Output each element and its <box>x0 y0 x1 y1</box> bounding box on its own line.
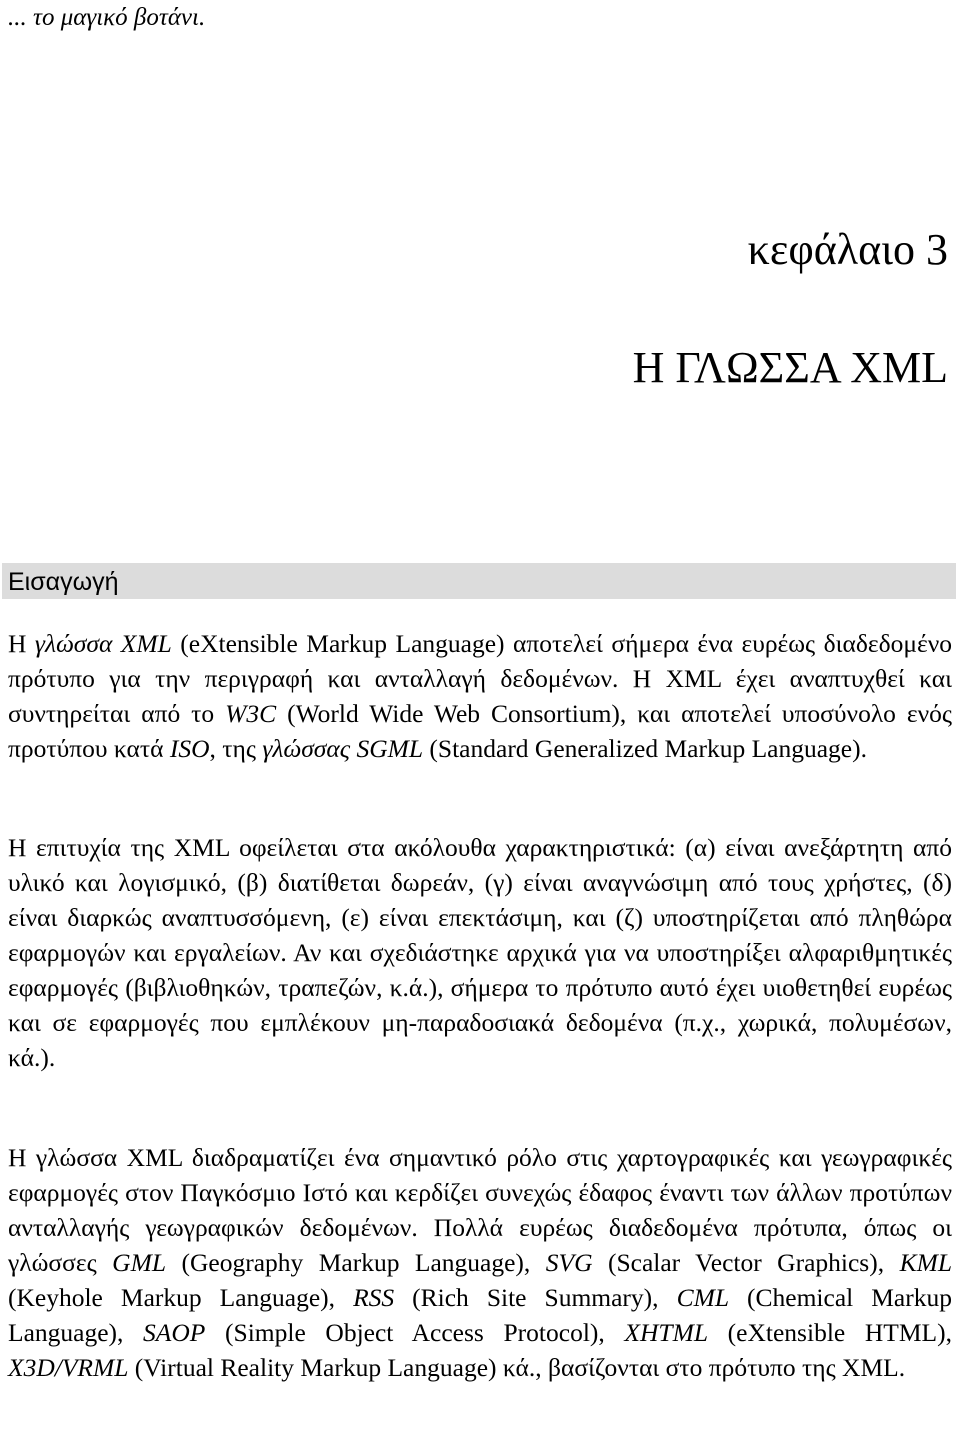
chapter-number: κεφάλαιο 3 <box>747 225 948 274</box>
italic-term: X3D/VRML <box>8 1353 129 1382</box>
paragraph-characteristics: Η επιτυχία της XML οφείλεται στα ακόλουθα χαρακτηριστικά: (α) είναι ανεξάρτητη από υλικό και λογισμικό, (β) διατίθεται δωρεάν, (γ) είναι αναγνώσιμη από τους χρήστες, (δ) είναι διαρκώς αναπτυσσόμενη, (ε) είναι επεκτάσιμη, και (ζ) υποστηρίζεται από πληθώρα εφαρμογών και εργαλείων. Αν και σχεδιάστηκε αρχικά για να υποστηρίξει αλφαριθμητικές εφαρμογές (βιβλιοθηκών, τραπεζών, κ.ά.), σήμερα το πρότυπο αυτό έχει υιοθετηθεί ευρέως και σε εφαρμογές που εμπλέκουν μη-παραδοσιακά δεδομένα (π.χ., χωρικά, πολυμέσων, κά.). <box>8 833 952 1072</box>
italic-term: KML <box>899 1248 952 1277</box>
text-run: (Chemical Markup Language), <box>8 1283 952 1347</box>
text-run: (Rich Site Summary), <box>394 1283 677 1312</box>
italic-term: RSS <box>353 1283 395 1312</box>
text-run: Η γλώσσα XML διαδραματίζει ένα σημαντικό ρόλο στις χαρτογραφικές και γεωγραφικές εφαρμογές στον Παγκόσμιο Ιστό και κερδίζει συνεχώς έδαφος έναντι των άλλων προτύπων ανταλλαγής γεωγραφικών δεδομένων. Πολλά ευρέως διαδεδομένα πρότυπα, όπως οι γλώσσες <box>8 1143 952 1277</box>
chapter-title: Η ΓΛΩΣΣΑ XML <box>632 343 948 392</box>
text-run: (Simple Object Access Protocol), <box>205 1318 625 1347</box>
italic-term: ISO <box>169 734 210 763</box>
section-heading-bar <box>2 563 956 599</box>
italic-term: CML <box>676 1283 729 1312</box>
text-run: Η <box>8 629 35 658</box>
text-run: (Standard Generalized Markup Language). <box>423 734 867 763</box>
section-title: Εισαγωγή <box>8 568 119 596</box>
text-run: (eXtensible HTML), <box>708 1318 952 1347</box>
italic-term: SVG <box>545 1248 593 1277</box>
text-run: (eXtensible Markup Language) αποτελεί σήμερα ένα ευρέως διαδεδομένο πρότυπο για την περιγραφή και ανταλλαγή δεδομένων. Η XML έχει αναπτυχθεί και συντηρείται από το <box>8 629 952 728</box>
text-run: , της <box>209 734 263 763</box>
paragraph-introduction <box>8 626 952 766</box>
italic-term: W3C <box>225 699 277 728</box>
italic-term: SAOP <box>143 1318 206 1347</box>
italic-term: γλώσσα XML <box>34 629 172 658</box>
text-run: (Keyhole Markup Language), <box>8 1283 354 1312</box>
italic-term: XHTML <box>624 1318 709 1347</box>
text-run: (Geography Markup Language), <box>166 1248 546 1277</box>
text-run: (Virtual Reality Markup Language) κά., βασίζονται στο πρότυπο της XML. <box>128 1353 906 1382</box>
italic-term: GML <box>112 1248 167 1277</box>
text-run: (World Wide Web Consortium), και αποτελεί υποσύνολο ενός προτύπου κατά <box>8 699 952 763</box>
running-head: ... το μαγικό βοτάνι. <box>8 4 206 31</box>
text-run: (Scalar Vector Graphics), <box>592 1248 900 1277</box>
italic-term: γλώσσας SGML <box>262 734 424 763</box>
paragraph-geographic-applications <box>8 1140 952 1385</box>
